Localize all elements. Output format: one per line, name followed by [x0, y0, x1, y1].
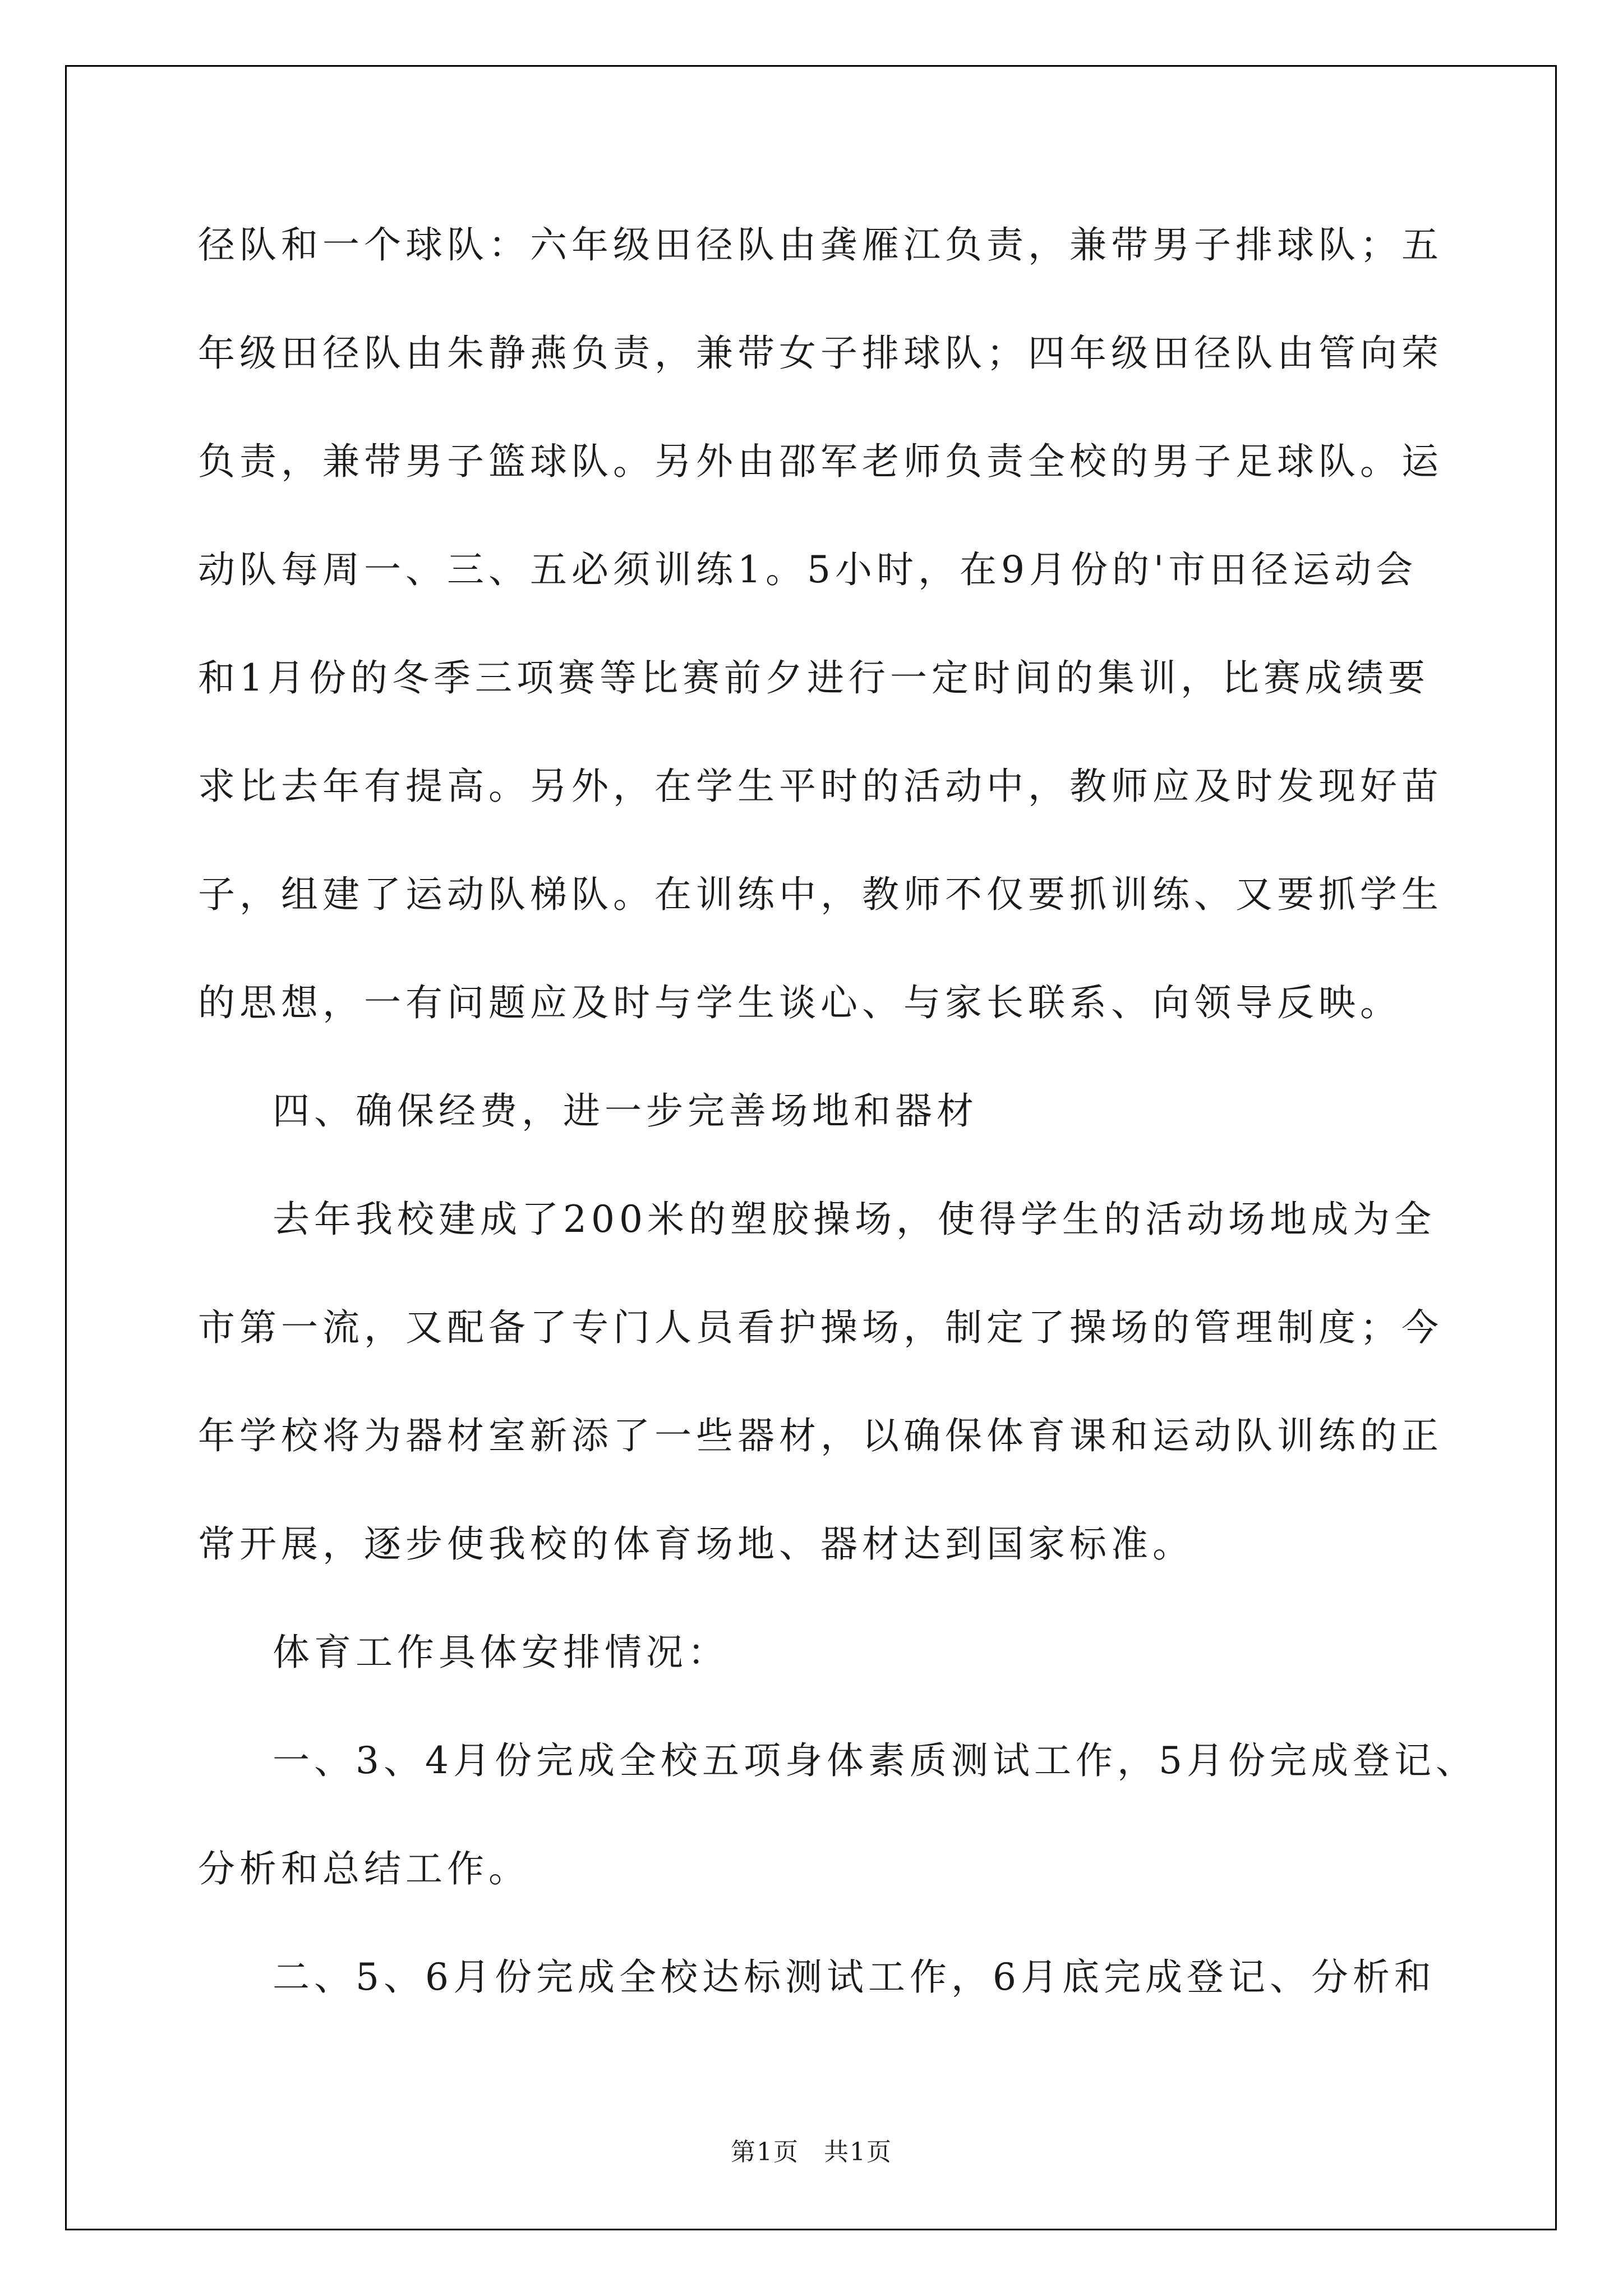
- section-heading: 体育工作具体安排情况：: [273, 1631, 729, 1674]
- text-line: 年级田径队由朱静燕负责，兼带女子排球队；四年级田径队由管向荣: [198, 332, 1443, 375]
- text-line: 动队每周一、三、五必须训练1。5小时，在9月份的'市田径运动会: [198, 548, 1418, 591]
- text-line: 负责，兼带男子篮球队。另外由邵军老师负责全校的男子足球队。运: [198, 440, 1443, 483]
- text-line: 市第一流，又配备了专门人员看护操场，制定了操场的管理制度；今: [198, 1306, 1443, 1349]
- text-line: 二、5、6月份完成全校达标测试工作，6月底完成登记、分析和: [273, 1955, 1436, 1999]
- text-line: 求比去年有提高。另外，在学生平时的活动中，教师应及时发现好苗: [198, 765, 1443, 808]
- page-footer: [0, 2132, 1623, 2168]
- text-line: 年学校将为器材室新添了一些器材，以确保体育课和运动队训练的正: [198, 1414, 1443, 1457]
- text-line: 去年我校建成了200米的塑胶操场，使得学生的活动场地成为全: [273, 1198, 1436, 1241]
- page-border: [65, 65, 1557, 2230]
- text-line: 常开展，逐步使我校的体育场地、器材达到国家标准。: [198, 1522, 1194, 1566]
- text-line: 一、3、4月份完成全校五项身体素质测试工作，5月份完成登记、: [273, 1739, 1477, 1782]
- section-heading: 四、确保经费，进一步完善场地和器材: [273, 1089, 978, 1133]
- page-total: 共1页: [824, 2138, 892, 2166]
- text-line: 的思想，一有问题应及时与学生谈心、与家长联系、向领导反映。: [198, 981, 1401, 1024]
- page-number: 第1页: [731, 2138, 799, 2166]
- text-line: 和1月份的冬季三项赛等比赛前夕进行一定时间的集训，比赛成绩要: [198, 656, 1430, 700]
- text-line: 径队和一个球队：六年级田径队由龚雁江负责，兼带男子排球队；五: [198, 223, 1443, 266]
- text-line: 子，组建了运动队梯队。在训练中，教师不仅要抓训练、又要抓学生: [198, 873, 1443, 916]
- text-line: 分析和总结工作。: [198, 1847, 530, 1890]
